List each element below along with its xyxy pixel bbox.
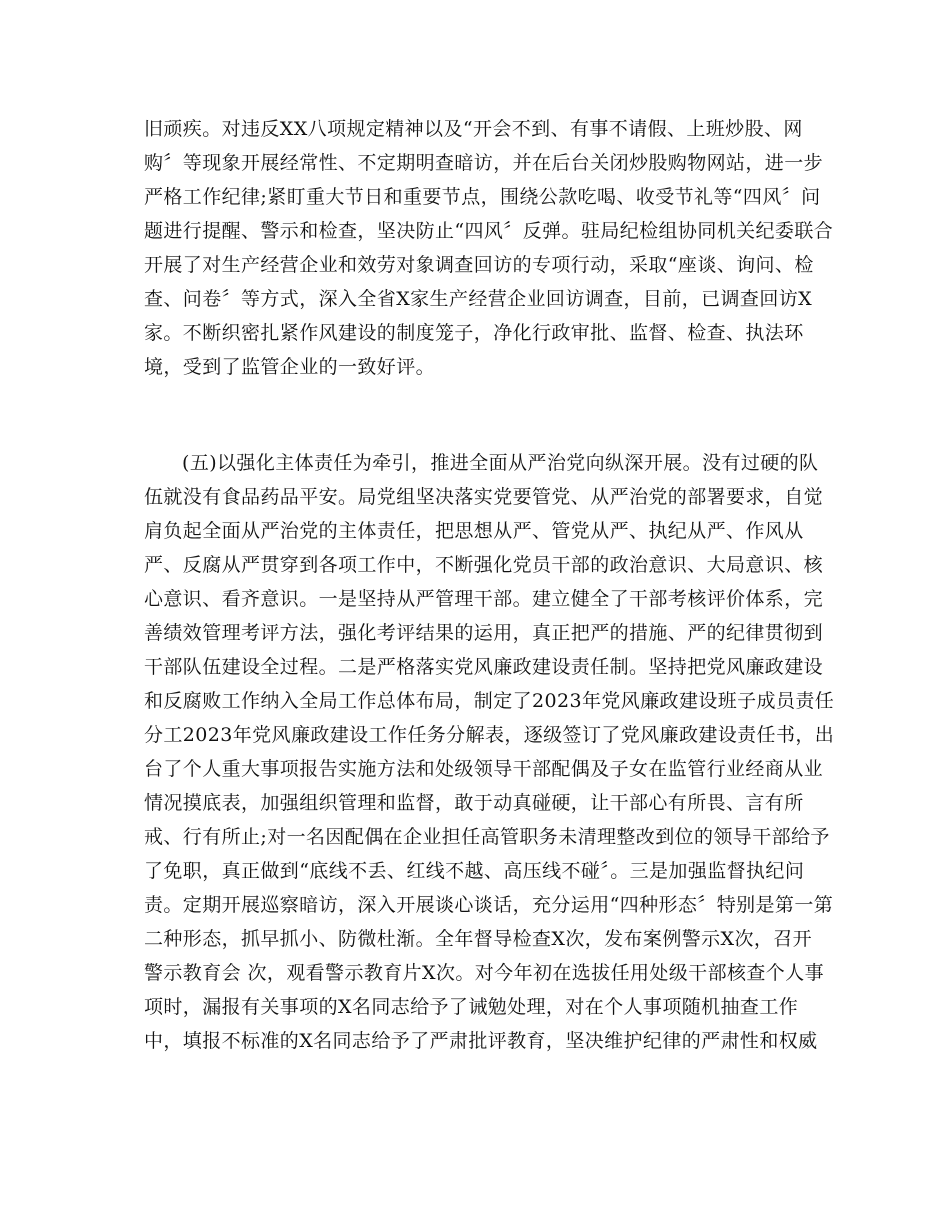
paragraph-2-line-1: (五)以强化主体责任为牵引，推进全面从严治党向纵深开展。没有过硬的队: [182, 452, 819, 474]
paragraph-2-line-5: 心意识、看齐意识。一是坚持从严管理干部。建立健全了干部考核评价体系，完: [144, 588, 824, 610]
paragraph-1-line-4: 题进行提醒、警示和检查，坚决防止“四风〞反弹。驻局纪检组协同机关纪委联合: [144, 220, 834, 242]
paragraph-2-line-10: 台了个人重大事项报告实施方法和处级领导干部配偶及子女在监管行业经商从业: [144, 758, 824, 780]
paragraph-1-line-8: 境，受到了监管企业的一致好评。: [144, 356, 436, 378]
paragraph-2-line-3: 肩负起全面从严治党的主体责任，把思想从严、管党从严、执纪从严、作风从: [144, 520, 804, 542]
paragraph-1-line-2: 购〞等现象开展经常性、不定期明查暗访，并在后台关闭炒股购物网站，进一步: [144, 152, 824, 174]
paragraph-2-line-7: 干部队伍建设全过程。二是严格落实党风廉政建设责任制。坚持把党风廉政建设: [144, 656, 824, 678]
paragraph-2-line-18: 中，填报不标准的X名同志给予了严肃批评教育，坚决维护纪律的严肃性和权威: [144, 1030, 818, 1052]
paragraph-2-line-8: 和反腐败工作纳入全局工作总体布局，制定了2023年党风廉政建设班子成员责任: [144, 690, 835, 712]
paragraph-2-line-15: 二种形态，抓早抓小、防微杜渐。全年督导检查X次，发布案例警示X次，召开: [144, 928, 813, 950]
paragraph-1-line-7: 家。不断织密扎紧作风建设的制度笼子，净化行政审批、监督、检查、执法环: [144, 322, 804, 344]
paragraph-2-line-6: 善绩效管理考评方法，强化考评结果的运用，真正把严的措施、严的纪律贯彻到: [144, 622, 824, 644]
paragraph-2-line-14: 责。定期开展巡察暗访，深入开展谈心谈话，充分运用“四种形态〞特别是第一第: [144, 894, 834, 916]
paragraph-2-line-13: 了免职，真正做到“底线不丢、红线不越、高压线不碰〞。三是加强监督执纪问: [144, 860, 805, 882]
paragraph-1-line-1: 旧顽疾。对违反XX八项规定精神以及“开会不到、有事不请假、上班炒股、网: [144, 118, 803, 140]
paragraph-1-line-6: 查、问卷〞等方式，深入全省X家生产经营企业回访调查，目前，已调查回访X: [144, 288, 813, 310]
paragraph-2-line-4: 严、反腐从严贯穿到各项工作中，不断强化党员干部的政治意识、大局意识、核: [144, 554, 824, 576]
paragraph-1-line-3: 严格工作纪律;紧盯重大节日和重要节点，围绕公款吃喝、收受节礼等“四风〞问: [144, 186, 821, 208]
paragraph-1-line-5: 开展了对生产经营企业和效劳对象调查回访的专项行动，采取“座谈、询问、检: [144, 254, 814, 276]
paragraph-2-line-2: 伍就没有食品药品平安。局党组坚决落实党要管党、从严治党的部署要求，自觉: [144, 486, 824, 508]
paragraph-2-line-17: 项时，漏报有关事项的X名同志给予了诫勉处理，对在个人事项随机抽查工作: [144, 996, 799, 1018]
paragraph-2-line-11: 情况摸底表，加强组织管理和监督，敢于动真碰硬，让干部心有所畏、言有所: [144, 792, 804, 814]
paragraph-2-line-9: 分工2023年党风廉政建设工作任务分解表，逐级签订了党风廉政建设责任书，出: [144, 724, 835, 746]
paragraph-2-line-16: 警示教育会 次，观看警示教育片X次。对今年初在选拔任用处级干部核查个人事: [144, 962, 824, 984]
paragraph-2-line-12: 戒、行有所止;对一名因配偶在企业担任高管职务未清理整改到位的领导干部给予: [144, 826, 830, 848]
